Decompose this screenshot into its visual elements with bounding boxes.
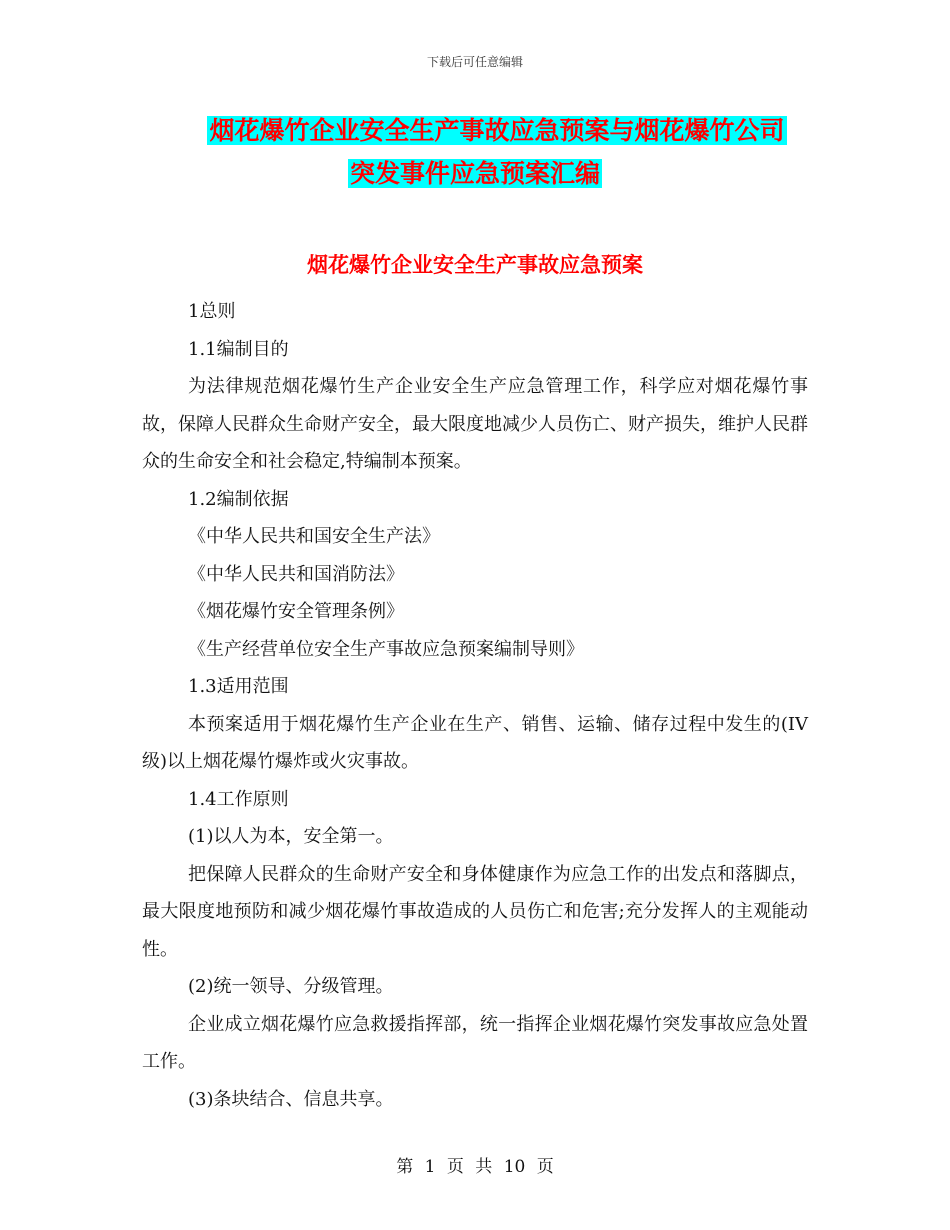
basis-item: 《生产经营单位安全生产事故应急预案编制导则》 (188, 638, 584, 660)
principle-item: (2)统一领导、分级管理。 (188, 976, 394, 997)
document-title-line-2 (0, 156, 950, 192)
document-title-line-1 (22, 113, 950, 149)
section-title: 烟花爆竹企业安全生产事故应急预案 (307, 253, 643, 277)
heading-scope: 1.3适用范围 (188, 676, 289, 697)
principle-paragraph: 把保障人民群众的生命财产安全和身体健康作为应急工作的出发点和落脚点，最大限度地预防和减少烟花爆竹事故造成的人员伤亡和危害;充分发挥人的主观能动性。 (142, 863, 808, 960)
page-header-note: 下载后可任意编辑 (426, 55, 523, 69)
heading-principles: 1.4工作原则 (188, 788, 289, 810)
page-footer: 第 1 页 共 10 页 (396, 1157, 554, 1177)
paragraph-scope: 本预案适用于烟花爆竹生产企业在生产、销售、运输、储存过程中发生的(IV级)以上烟花爆竹爆炸或火灾事故。 (142, 713, 808, 772)
principle-item: (1)以人为本，安全第一。 (188, 826, 394, 847)
heading-purpose: 1.1编制目的 (188, 338, 289, 360)
basis-item: 《烟花爆竹安全管理条例》 (188, 601, 404, 622)
principle-item: (3)条块结合、信息共享。 (188, 1088, 394, 1110)
document-title-text-2: 突发事件应急预案汇编 (349, 159, 600, 188)
paragraph-purpose: 为法律规范烟花爆竹生产企业安全生产应急管理工作，科学应对烟花爆竹事故，保障人民群众生命财产安全，最大限度地减少人员伤亡、财产损失，维护人民群众的生命安全和社会稳定,特编制本预案。 (142, 376, 808, 472)
heading-general: 1总则 (188, 301, 236, 322)
document-body (142, 293, 808, 1118)
document-title-text-1: 烟花爆竹企业安全生产事故应急预案与烟花爆竹公司 (209, 116, 785, 145)
heading-basis: 1.2编制依据 (188, 488, 289, 510)
basis-item: 《中华人民共和国安全生产法》 (188, 526, 440, 547)
principle-paragraph: 企业成立烟花爆竹应急救援指挥部，统一指挥企业烟花爆竹突发事故应急处置工作。 (142, 1013, 808, 1072)
basis-item: 《中华人民共和国消防法》 (188, 563, 404, 585)
